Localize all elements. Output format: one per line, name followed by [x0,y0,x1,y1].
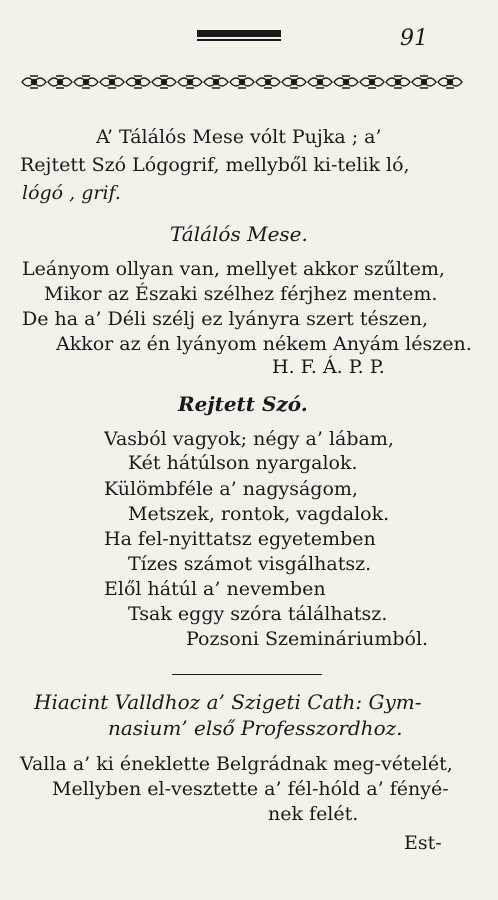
hidden-word-line-4: Metszek, rontok, vagdalok. [128,503,390,525]
dedication-title-line-2: nasium’ első Professzordhoz. [108,716,403,740]
intro-line-2: Rejtett Szó Lógogrif, mellyből ki-telik ló, [20,154,410,176]
hidden-word-line-1: Vasból vagyok; négy a’ lábam, [104,428,394,450]
hidden-word-signature: Pozsoni Szemináriumból. [186,628,429,650]
catchword: Est- [404,832,442,854]
intro-line-1: A’ Tálálós Mese vólt Pujka ; a’ [96,126,382,148]
dedication-title-line-1: Hiacint Valldhoz a’ Szigeti Cath: Gym- [34,690,422,714]
hidden-word-line-3: Külömbféle a’ nagyságom, [104,478,358,500]
hidden-word-line-5: Ha fel-nyittatsz egyetemben [104,528,376,550]
riddle-title: Tálálós Mese. [170,222,308,246]
hidden-word-line-8: Tsak eggy szóra tálálhatsz. [128,603,388,625]
dedication-line-2: Mellyben el-vesztette a’ fél-hóld a’ fényé- [52,778,449,800]
riddle-line-4: Akkor az én lyányom nékem Anyám lészen. [56,333,472,355]
riddle-signature: H. F. Á. P. P. [272,356,385,378]
hidden-word-title: Rejtett Szó. [178,392,308,416]
dedication-line-1: Valla a’ ki éneklette Belgrádnak meg-vételét, [20,753,453,775]
page-number: 91 [400,26,428,51]
riddle-line-1: Leányom ollyan van, mellyet akkor szűltem, [22,258,445,280]
hidden-word-line-7: Elől hátúl a’ nevemben [104,578,326,600]
intro-line-3: lógó , grif. [22,182,121,204]
riddle-line-3: De ha a’ Déli szélj ez lyányra szert tészen, [22,308,428,330]
ornament-border [20,70,470,94]
hidden-word-line-6: Tízes számot visgálhatsz. [128,553,372,575]
section-divider [172,674,322,675]
hidden-word-line-2: Két hátúlson nyargalok. [128,452,358,474]
dedication-line-3: nek felét. [268,803,359,825]
header-rule [197,30,281,37]
riddle-line-2: Mikor az Északi szélhez férjhez mentem. [44,283,438,305]
